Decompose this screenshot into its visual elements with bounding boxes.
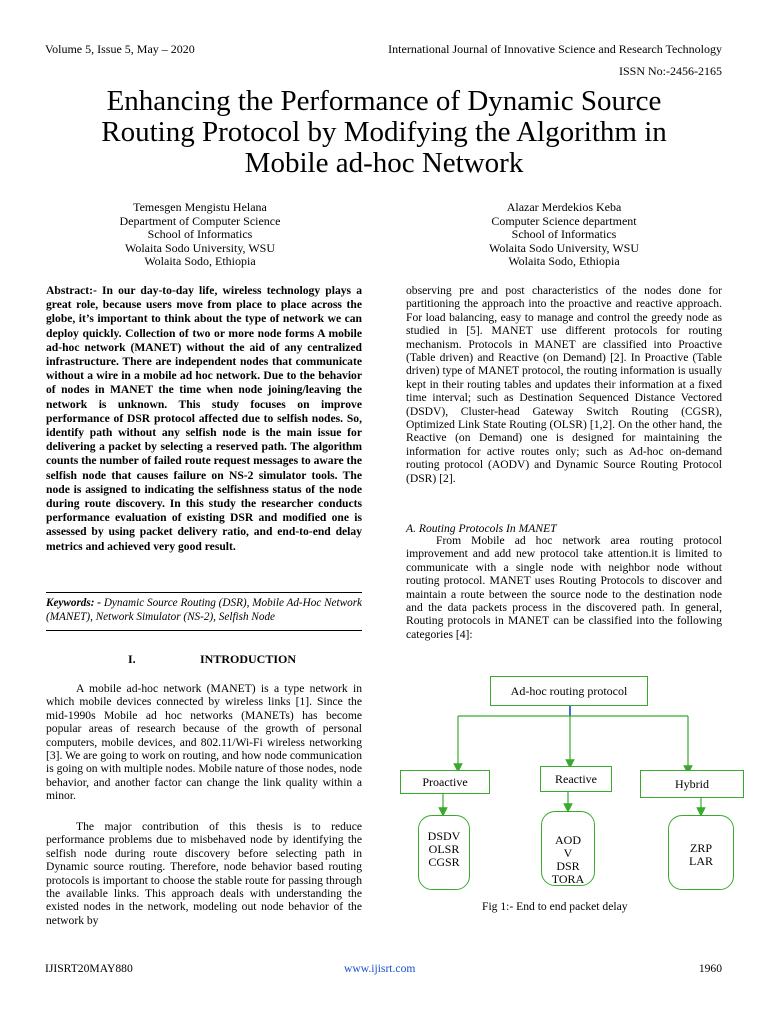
hybrid-node: Hybrid	[640, 770, 744, 798]
protocol-item: AOD	[555, 833, 581, 847]
protocol-item: ZRP	[689, 841, 712, 855]
root-node: Ad-hoc routing protocol	[490, 676, 648, 706]
protocol-item: LAR	[689, 854, 713, 868]
keywords	[46, 592, 362, 631]
keywords-label: Keywords: -	[46, 597, 104, 609]
intro-paragraph-2: The major contribution of this thesis is to reduce performance problems due to misbehaved node by identifying the selfish node during route discovery before selecting path in Dynamic source routing. Therefore, node behavior based routing protocols is important to choose the stable route for passing through the available links. This approach deals with understanding the existed nodes in the network, modeling out node behavior of the network by	[46, 820, 362, 927]
author-name: Temesgen Mengistu Helana	[133, 200, 267, 214]
protocol-item: CGSR	[428, 855, 460, 869]
author-school: School of Informatics	[147, 227, 253, 241]
section-title: INTRODUCTION	[200, 652, 297, 666]
header-volume: Volume 5, Issue 5, May – 2020	[45, 42, 195, 56]
paper-title: Enhancing the Performance of Dynamic Source Routing Protocol by Modifying the Algorithm in Mobile ad-hoc Network	[101, 85, 667, 179]
intro-paragraph-1: A mobile ad-hoc network (MANET) is a type network in which mobile devices connected by wireless links [1]. Since the mid-1990s Mobile ad hoc networks (MANETs) has become popular areas of research because of the growth of personal computers, mobile devices, and 802.11/Wi-Fi wireless networking [3]. We are going to work on routing, and how node communication is going on with multiple nodes. Mobile nature of those nodes, node behavior, and another factor can change the link quality within a minor.	[46, 682, 363, 803]
figure-caption: Fig 1:- End to end packet delay	[482, 900, 628, 913]
abstract: Abstract:- In our day-to-day life, wireless technology plays a great role, because users move from place to place across the globe, it’s important to think about the type of network we can deploy quickly. Collection of two or more node forms A mobile ad-hoc network (MANET) without the aid of any centralized infrastructure. There are independent nodes that communicate without a wire in a mobile ad hoc network. Due to the behavior of nodes in MANET the time when node joining/leaving the network is unknown. This study focuses on improve performance of DSR protocol affected due to selfish nodes. So, identify path without any selfish node is the main issue for delivering a packet by selecting a reserved path. The algorithm counts the number of failed route request messages to aware the selfish node that causes failure on NS-2 simulator tools. The node is assigned to indicating the selfishness status of the node during route discovery. In this study the researcher conducts performance evaluation of existing DSR and modified one is assessed by using packet delivery ratio, and end-to-end delay metrics and achieved very good result.	[46, 284, 363, 553]
hybrid-items-node	[668, 815, 734, 890]
right-paragraph-1: observing pre and post characteristics of the nodes done for partitioning the approach into the proactive and reactive approach. For load balancing, easy to manage and control the greedy node as studied in [5]. MANET use different protocols for routing mechanism. Protocols in MANET are classified into Proactive (Table driven) and Reactive (on Demand) [2]. In Proactive (Table driven) type of MANET protocol, the routing information is usually kept in their routing tables and updates their information at a fixed time interval; such as Destination Sequenced Distance Vectored (DSDV), Cluster-head Gateway Switch Routing (CGSR), Optimized Link State Routing (OLSR) [1,2]. On the other hand, the Reactive (on Demand) one is designed for maintaining the information for active routes only; such as Ad-hoc on-demand routing protocol (AODV) and Dynamic Source Routing Protocol (DSR) [2].	[406, 284, 722, 485]
keywords-text: Dynamic Source Routing (DSR), Mobile Ad-Hoc Network (MANET), Network Simulator (NS-2), Selfish Node	[46, 597, 363, 624]
reactive-items-node	[541, 811, 595, 886]
author-location: Wolaita Sodo, Ethiopia	[144, 254, 256, 268]
footer-paper-id: IJISRT20MAY880	[45, 962, 133, 975]
author-dept: Department of Computer Science	[119, 213, 281, 228]
footer-page-number: 1960	[698, 962, 722, 975]
protocol-item: DSDV	[427, 829, 461, 843]
author-univ: Wolaita Sodo University, WSU	[488, 240, 640, 255]
author-dept: Computer Science department	[491, 213, 637, 228]
author-block-2	[434, 201, 694, 269]
footer-website-link[interactable]: www.ijisrt.com	[344, 962, 416, 975]
protocol-item: V	[563, 846, 573, 860]
right-paragraph-2: From Mobile ad hoc network area routing protocol improvement and add new protocol take attention.it is limited to communicate with a single node with neighbor node without routing protocol. MANET uses Routing Protocols to discover and maintain a route between the source node to the destination node and the data packets process in the discovered path. In general, Routing protocols in MANET can be classified into the following categories [4]:	[406, 534, 722, 641]
protocol-item: TORA	[551, 872, 585, 886]
header-issn: ISSN No:-2456-2165	[618, 64, 722, 78]
author-name: Alazar Merdekios Keba	[506, 200, 622, 214]
section-number: I.	[128, 652, 136, 666]
header-journal: International Journal of Innovative Science and Research Technology	[388, 42, 722, 56]
routing-protocol-diagram	[398, 672, 754, 892]
author-block-1	[70, 201, 330, 269]
reactive-node: Reactive	[540, 766, 612, 792]
author-location: Wolaita Sodo, Ethiopia	[508, 254, 620, 268]
author-school: School of Informatics	[511, 227, 617, 241]
author-univ: Wolaita Sodo University, WSU	[124, 240, 276, 255]
proactive-node: Proactive	[400, 770, 490, 794]
subsection-heading: A. Routing Protocols In MANET	[406, 522, 557, 535]
proactive-items-node	[418, 815, 470, 890]
protocol-item: OLSR	[428, 842, 460, 856]
protocol-item: DSR	[556, 859, 580, 873]
